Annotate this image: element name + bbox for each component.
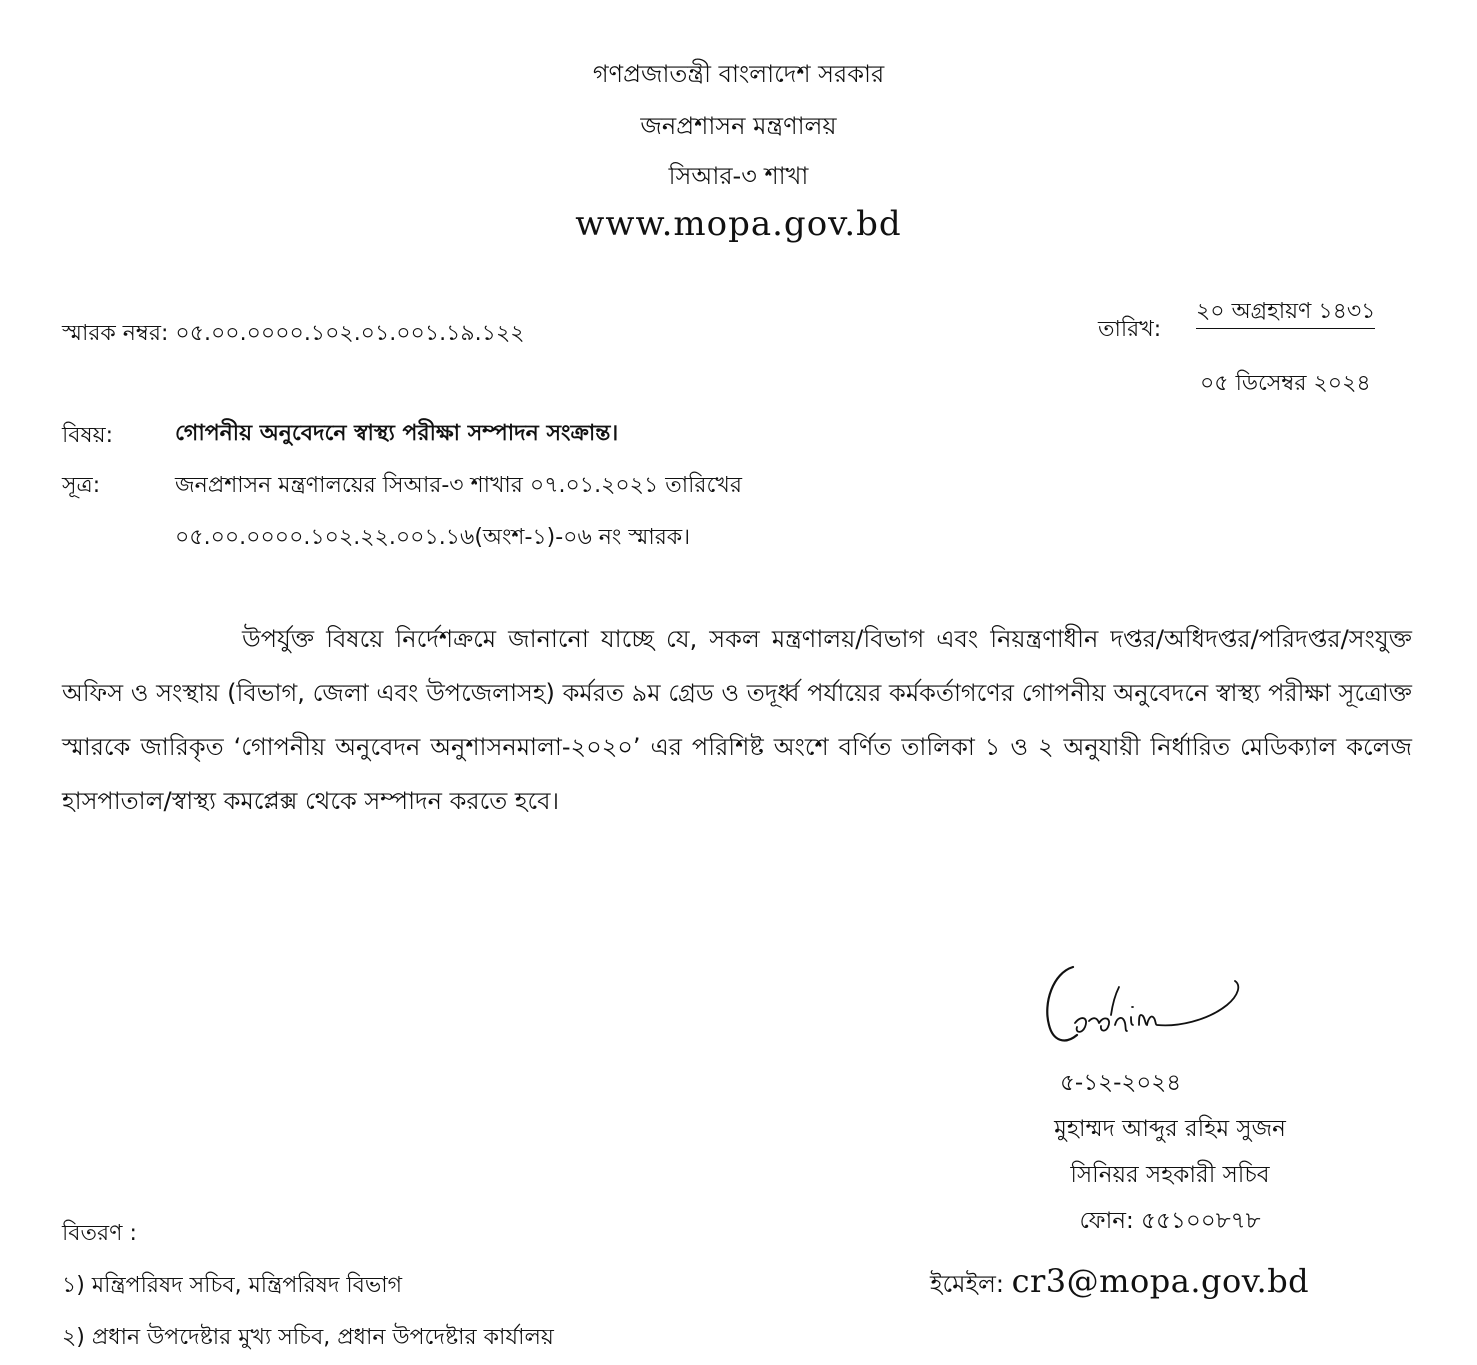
body-paragraph bbox=[62, 612, 1412, 828]
distribution-label: বিতরণ : bbox=[62, 1221, 137, 1246]
reference-label: সূত্র: bbox=[62, 473, 101, 498]
signed-date: ৫-১২-২০২৪ bbox=[1060, 1070, 1182, 1096]
phone-label: ফোন: bbox=[1079, 1208, 1134, 1234]
memo-number-label: স্মারক নম্বর: bbox=[62, 321, 169, 346]
signatory-phone bbox=[960, 1198, 1380, 1244]
subject-text: গোপনীয় অনুবেদনে স্বাস্থ্য পরীক্ষা সম্পাদন সংক্রান্ত। bbox=[175, 421, 619, 446]
signatory-name: মুহাম্মদ আব্দুর রহিম সুজন bbox=[1054, 1116, 1286, 1142]
memo-number: ০৫.০০.০০০০.১০২.০১.০০১.১৯.১২২ bbox=[175, 321, 525, 346]
body-text: উপর্যুক্ত বিষয়ে নির্দেশক্রমে জানানো যাচ্ছে যে, সকল মন্ত্রণালয়/বিভাগ এবং নিয়ন্ত্রণাধীন দপ্তর/অধিদপ্তর/পরিদপ্তর/সংযুক্ত অফিস ও সংস্থায় (বিভাগ, জেলা এবং উপজেলাসহ) কর্মরত ৯ম গ্রেড ও তদূর্ধ্ব পর্যায়ের কর্মকর্তাগণের গোপনীয় অনুবেদনে স্বাস্থ্য পরীক্ষা সূত্রোক্ত স্মারকে জারিকৃত ‘গোপনীয় অনুবেদন অনুশাসনমালা-২০২০’ এর পরিশিষ্ট অংশে বর্ণিত তালিকা ১ ও ২ অনুযায়ী নির্ধারিত মেডিক্যাল কলেজ হাসপাতাল/স্বাস্থ্য কমপ্লেক্স থেকে সম্পাদন করতে হবে। bbox=[62, 625, 1412, 815]
phone-number: ৫৫১০০৮৭৮ bbox=[1141, 1208, 1261, 1234]
website-link[interactable]: www.mopa.gov.bd bbox=[575, 204, 902, 244]
government-title: গণপ্রজাতন্ত্রী বাংলাদেশ সরকার bbox=[592, 60, 885, 88]
date-label: তারিখ: bbox=[1098, 317, 1162, 342]
branch-title: সিআর-৩ শাখা bbox=[668, 162, 809, 190]
date-gregorian: ০৫ ডিসেম্বর ২০২৪ bbox=[1200, 371, 1371, 396]
reference-line-2: ০৫.০০.০০০০.১০২.২২.০০১.১৬(অংশ-১)-০৬ নং স্মারক। bbox=[175, 525, 691, 550]
date-bangla-wrap bbox=[1196, 294, 1375, 331]
memo-number-row bbox=[62, 316, 525, 353]
signatory-designation: সিনিয়র সহকারী সচিব bbox=[1070, 1162, 1270, 1188]
reference-line-1: জনপ্রশাসন মন্ত্রণালয়ের সিআর-৩ শাখার ০৭.০১.২০২১ তারিখের bbox=[175, 473, 742, 498]
email-label: ইমেইল: bbox=[930, 1270, 1004, 1298]
distribution-item: ২) প্রধান উপদেষ্টার মুখ্য সচিব, প্রধান উপদেষ্টার কার্যালয় bbox=[62, 1325, 554, 1350]
subject-label: বিষয়: bbox=[62, 423, 114, 448]
ministry-title: জনপ্রশাসন মন্ত্রণালয় bbox=[640, 112, 837, 140]
distribution-item: ১) মন্ত্রিপরিষদ সচিব, মন্ত্রিপরিষদ বিভাগ bbox=[62, 1273, 403, 1298]
email-address[interactable]: cr3@mopa.gov.bd bbox=[1011, 1262, 1310, 1300]
signatory-block bbox=[960, 1060, 1380, 1244]
signatory-email bbox=[930, 1262, 1309, 1306]
signature-image bbox=[1035, 955, 1255, 1065]
date-bangla: ২০ অগ্রহায়ণ ১৪৩১ bbox=[1196, 299, 1375, 329]
